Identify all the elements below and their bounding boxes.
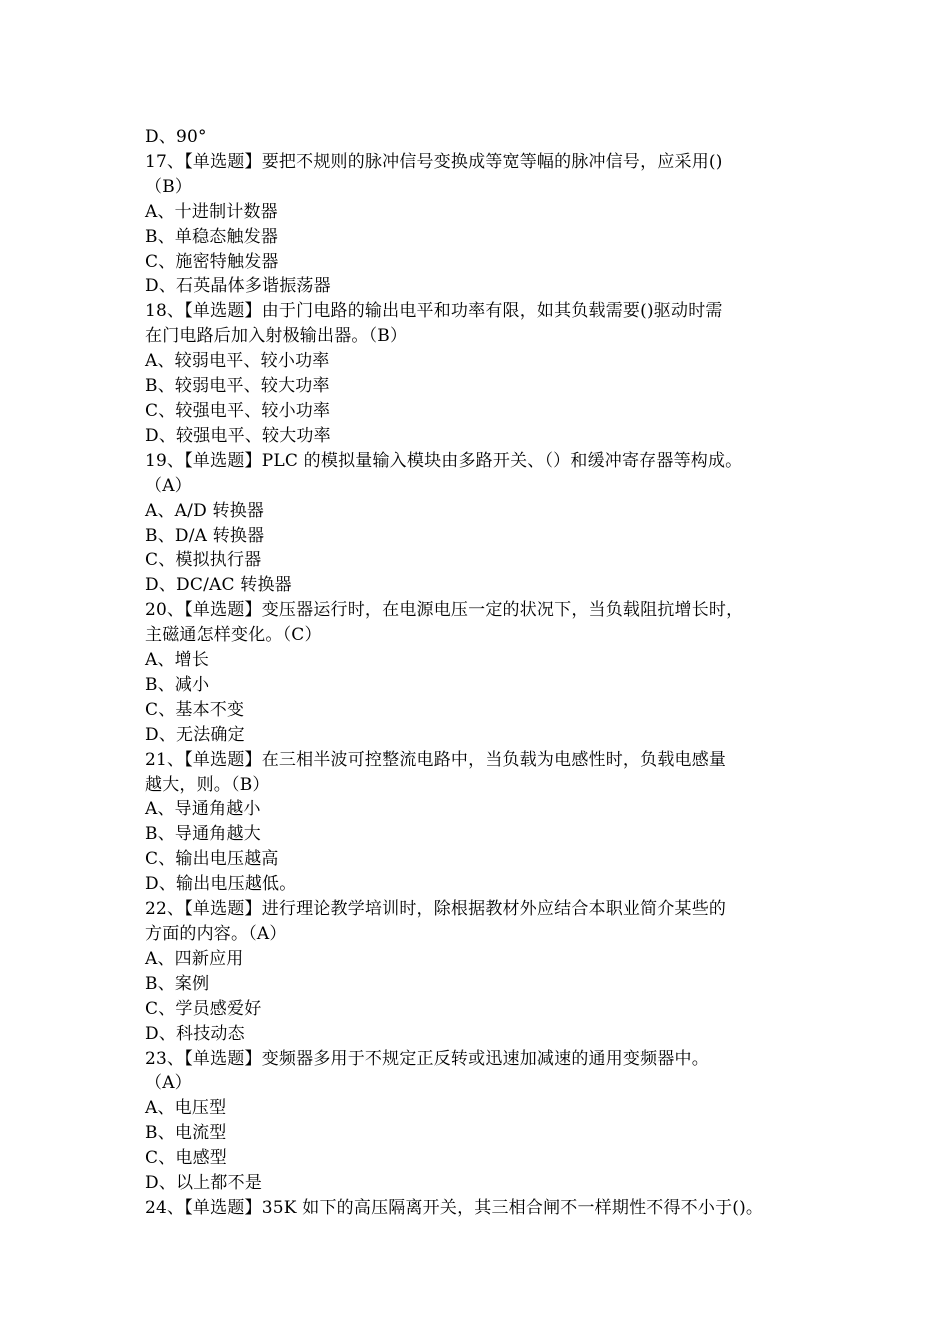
option-line: A、电压型 [145, 1098, 227, 1119]
option-line: A、增长 [145, 650, 210, 671]
option-line: D、科技动态 [145, 1023, 245, 1044]
question-text: 22、【单选题】进行理论教学培训时，除根据教材外应结合本职业简介某些的 [145, 899, 727, 920]
answer-line: （B） [145, 176, 193, 197]
option-line: C、较强电平、较小功率 [145, 400, 331, 421]
option-line: D、以上都不是 [145, 1173, 263, 1194]
option-line: A、导通角越小 [145, 799, 261, 820]
option-line: B、较弱电平、较大功率 [145, 376, 330, 397]
option-line: B、单稳态触发器 [145, 226, 279, 247]
option-line: A、A/D 转换器 [145, 500, 265, 521]
option-line: C、电感型 [145, 1148, 228, 1169]
question-text: 17、【单选题】要把不规则的脉冲信号变换成等宽等幅的脉冲信号，应采用() [145, 151, 723, 172]
option-line: D、90° [145, 127, 207, 147]
option-line: D、石英晶体多谐振荡器 [145, 276, 331, 297]
question-text: 方面的内容。（A） [145, 924, 287, 944]
answer-line: （A） [145, 1073, 192, 1094]
question-text: 19、【单选题】PLC 的模拟量输入模块由多路开关、（）和缓冲寄存器等构成。 [145, 450, 743, 471]
option-line: D、DC/AC 转换器 [145, 575, 292, 596]
option-line: A、四新应用 [145, 948, 244, 969]
question-text: 主磁通怎样变化。（C） [145, 625, 322, 646]
question-text: 23、【单选题】变频器多用于不规定正反转或迅速加减速的通用变频器中。 [145, 1048, 709, 1069]
option-line: D、输出电压越低。 [145, 874, 297, 895]
option-line: B、导通角越大 [145, 824, 261, 845]
option-line: A、十进制计数器 [145, 201, 278, 222]
question-text: 越大，则。（B） [145, 774, 270, 795]
question-list [145, 125, 825, 1221]
option-line: D、较强电平、较大功率 [145, 425, 331, 446]
question-text: 18、【单选题】由于门电路的输出电平和功率有限，如其负载需要()驱动时需 [145, 301, 723, 322]
question-text: 21、【单选题】在三相半波可控整流电路中，当负载为电感性时，负载电感量 [145, 749, 727, 770]
option-line: C、学员感爱好 [145, 998, 262, 1019]
option-line: C、模拟执行器 [145, 550, 262, 571]
option-line: C、基本不变 [145, 699, 245, 720]
question-text: 24、【单选题】35K 如下的高压隔离开关，其三相合闸不一样期性不得不小于()。 [145, 1197, 764, 1218]
question-text: 在门电路后加入射极输出器。（B） [145, 326, 408, 347]
option-line: B、电流型 [145, 1123, 227, 1144]
option-line: C、输出电压越高 [145, 849, 279, 870]
option-line: B、减小 [145, 674, 210, 695]
answer-line: （A） [145, 475, 192, 496]
option-line: A、较弱电平、较小功率 [145, 351, 330, 372]
option-line: B、D/A 转换器 [145, 525, 265, 546]
option-line: B、案例 [145, 973, 210, 994]
option-line: D、无法确定 [145, 724, 245, 745]
option-line: C、施密特触发器 [145, 251, 279, 272]
question-text: 20、【单选题】变压器运行时，在电源电压一定的状况下，当负载阻抗增长时， [145, 600, 744, 621]
